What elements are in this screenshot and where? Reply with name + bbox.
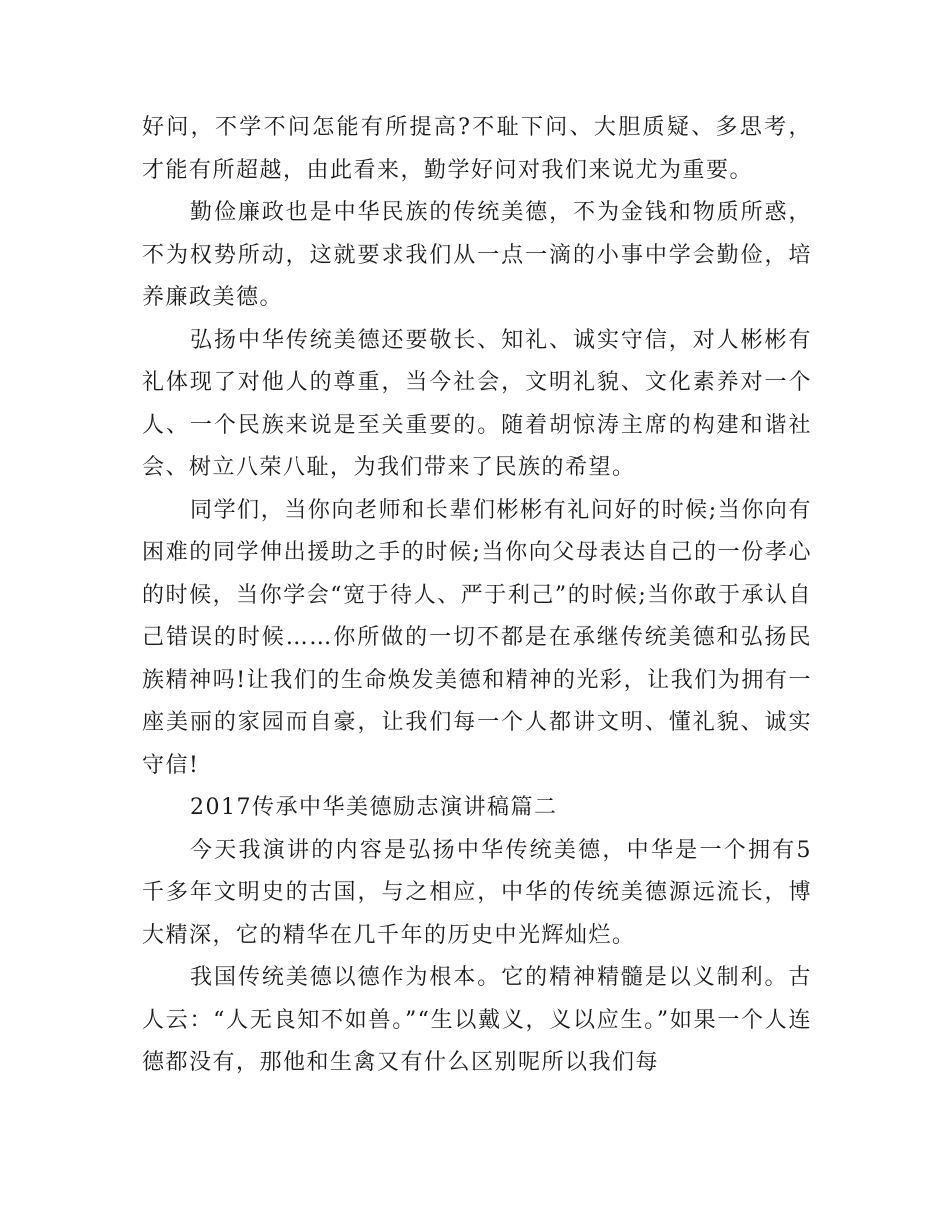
section-heading: 2017传承中华美德励志演讲稿篇二 xyxy=(190,795,558,820)
paragraph-continuation: 好问，不学不问怎能有所提高?不耻下问、大胆质疑、多思考，才能有所超越，由此看来，勤学好问对我们来说尤为重要。 xyxy=(142,115,812,183)
paragraph-virtue-root: 我国传统美德以德作为根本。它的精神精髓是以义制利。古人云：“人无良知不如兽。”“生以戴义，义以应生。”如果一个人连德都没有，那他和生禽又有什么区别呢所以我们每 xyxy=(142,965,812,1075)
paragraph-courtesy: 弘扬中华传统美德还要敬长、知礼、诚实守信，对人彬彬有礼体现了对他人的尊重，当今社会，文明礼貌、文化素养对一个人、一个民族来说是至关重要的。随着胡惊涛主席的构建和谐社会、树立八荣八耻，为我们带来了民族的希望。 xyxy=(142,327,812,480)
paragraph-classmates: 同学们，当你向老师和长辈们彬彬有礼问好的时候;当你向有困难的同学伸出援助之手的时候;当你向父母表达自己的一份孝心的时候，当你学会“宽于待人、严于利己”的时候;当你敢于承认自己错误的时候……你所做的一切不都是在承继传统美德和弘扬民族精神吗!让我们的生命焕发美德和精神的光彩，让我们为拥有一座美丽的家园而自豪，让我们每一个人都讲文明、懂礼貌、诚实守信! xyxy=(142,497,812,778)
paragraph-speech-intro: 今天我演讲的内容是弘扬中华传统美德，中华是一个拥有5千多年文明史的古国，与之相应，中华的传统美德源远流长，博大精深，它的精华在几千年的历史中光辉灿烂。 xyxy=(142,837,812,948)
paragraph-frugality: 勤俭廉政也是中华民族的传统美德，不为金钱和物质所惑，不为权势所动，这就要求我们从一点一滴的小事中学会勤俭，培养廉政美德。 xyxy=(142,200,812,310)
